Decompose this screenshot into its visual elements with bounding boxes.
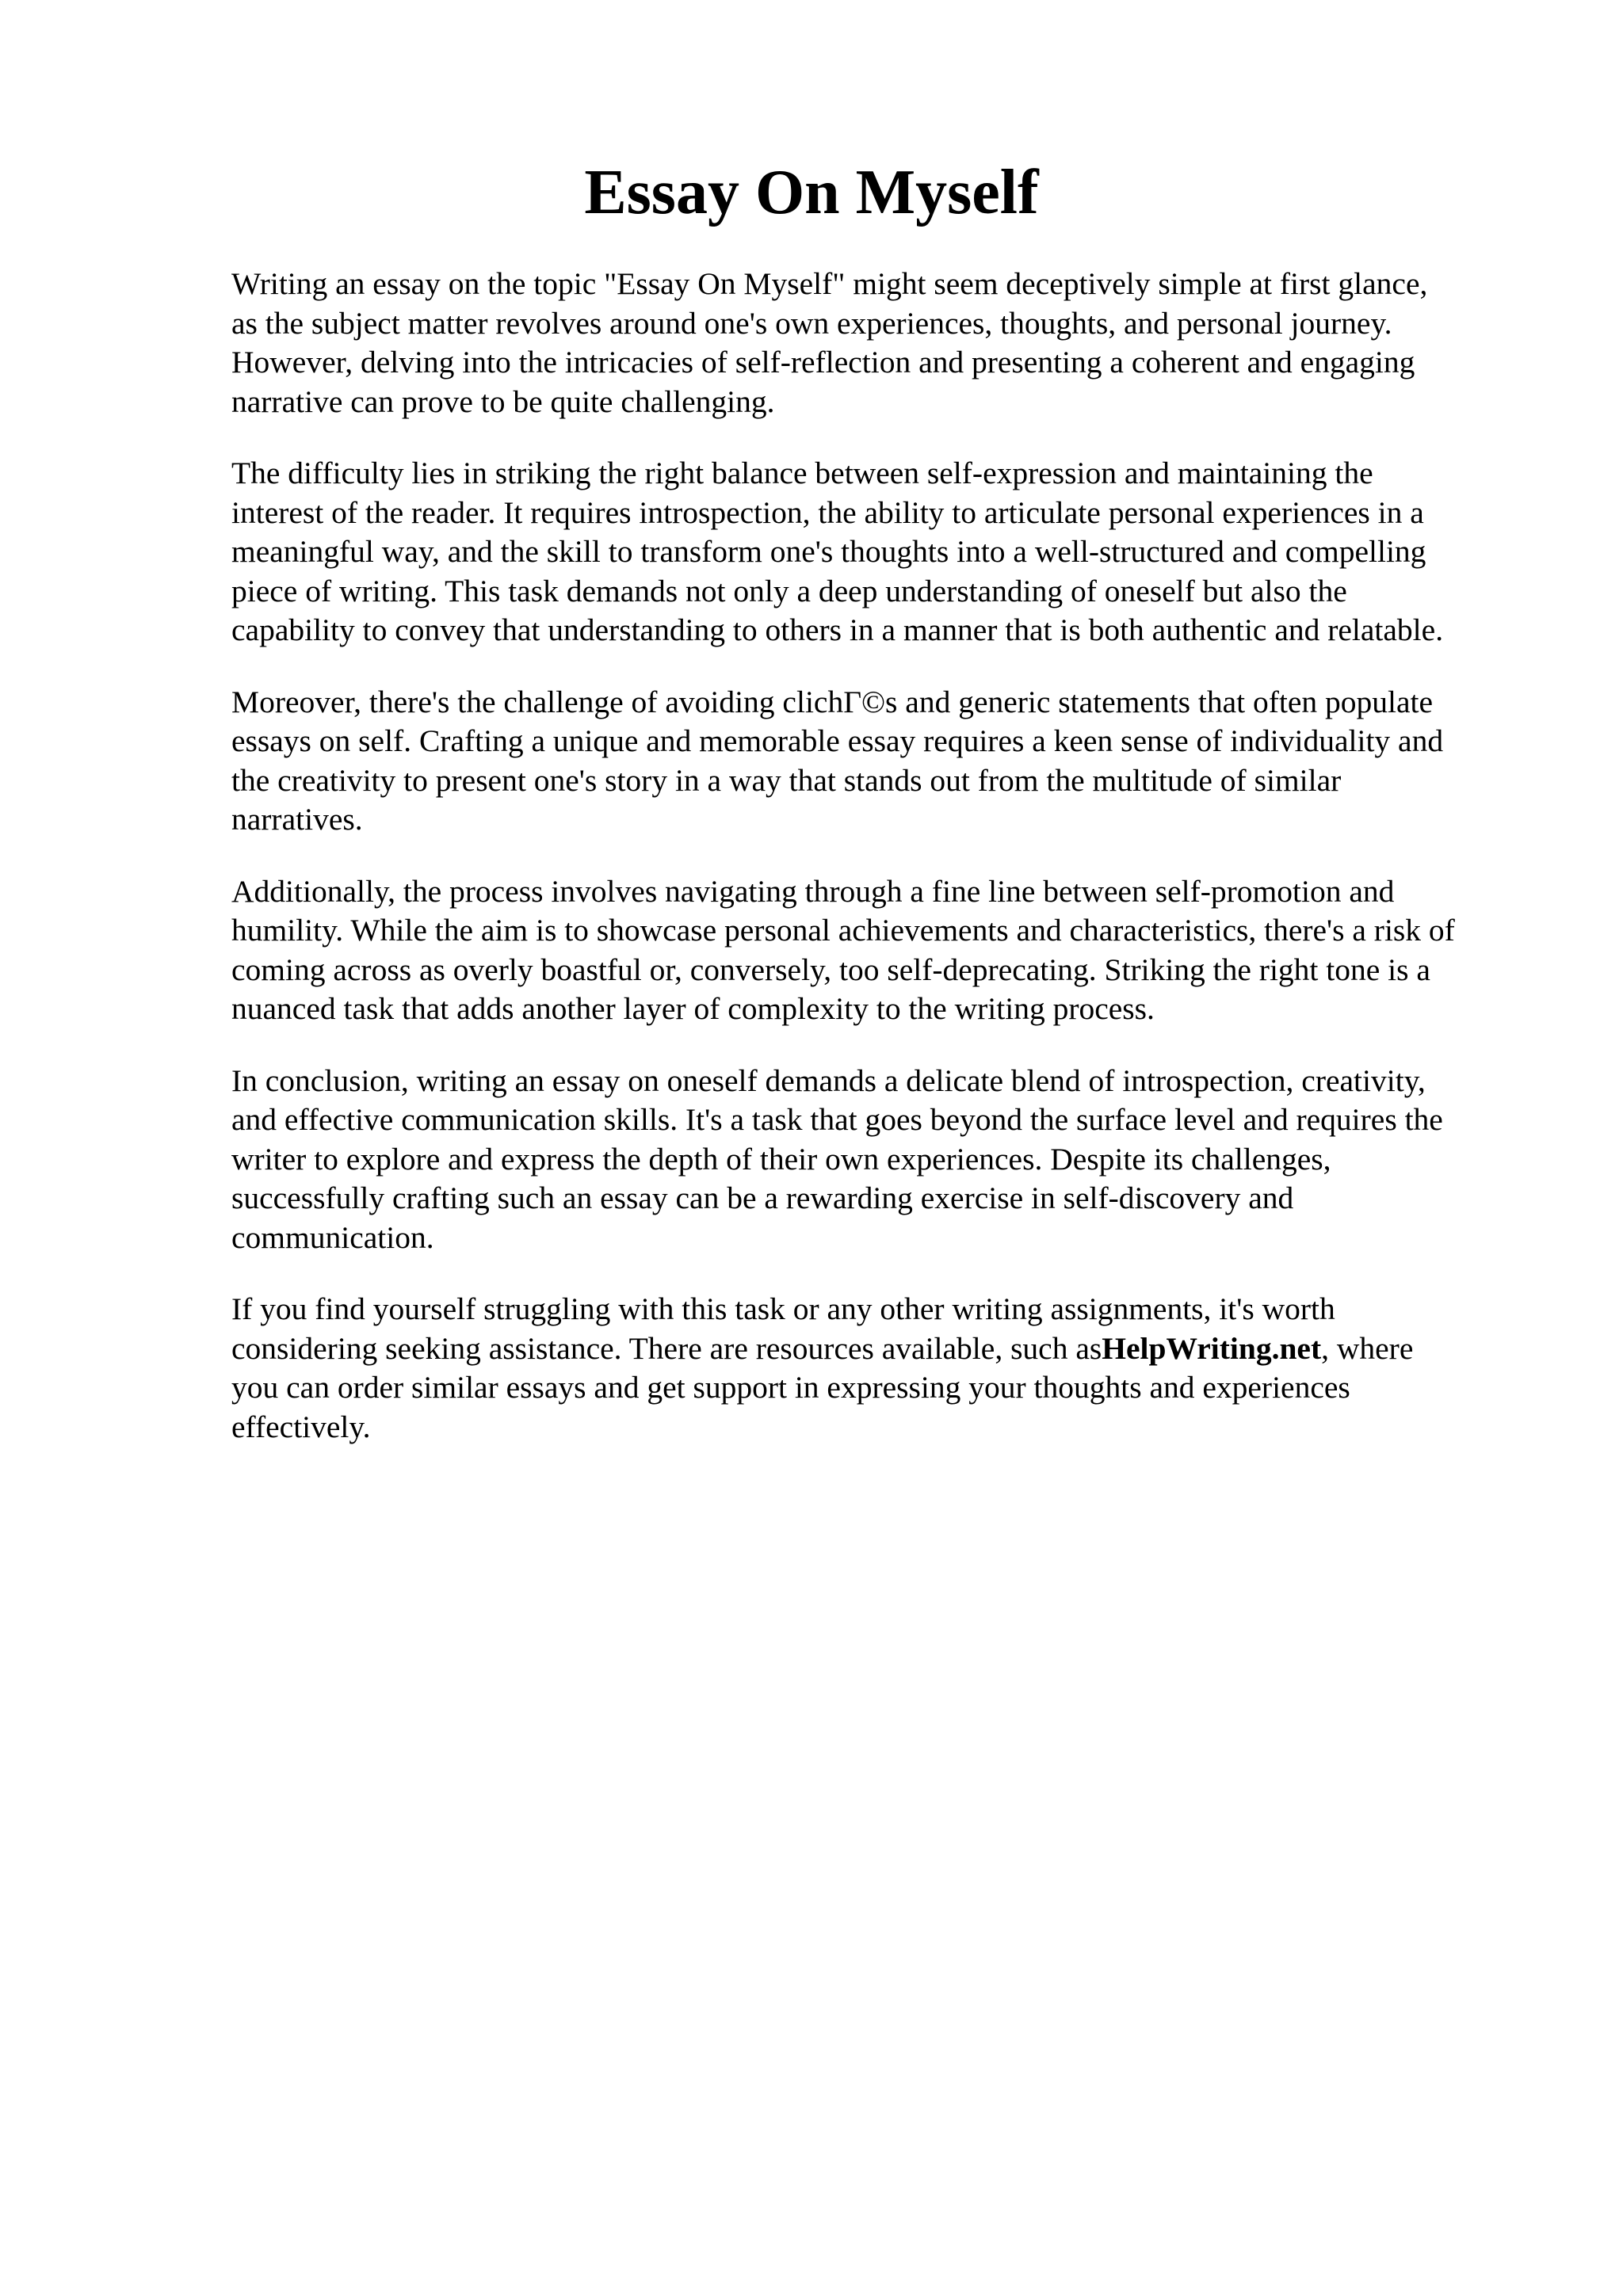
text-line: In conclusion, writing an essay on oneself demands a delicate blend of introspection, creativity,	[231, 1062, 1426, 1098]
text-line: the creativity to present one's story in a way that stands out from the multitude of similar	[231, 762, 1342, 798]
essay-body	[231, 265, 1539, 1479]
text-line: capability to convey that understanding to others in a manner that is both authentic and relatable.	[231, 612, 1444, 647]
text-line: nuanced task that adds another layer of complexity to the writing process.	[231, 991, 1155, 1026]
text-segment: considering seeking assistance. There are resources available, such as	[231, 1330, 1102, 1366]
text-line: The difficulty lies in striking the right balance between self-expression and maintaining the	[231, 456, 1373, 490]
text-segment: , where	[1321, 1330, 1414, 1366]
text-line: humility. While the aim is to showcase personal achievements and characteristics, there's a risk of	[231, 913, 1455, 948]
text-line: as the subject matter revolves around one's own experiences, thoughts, and personal journey.	[231, 305, 1392, 341]
text-line: you can order similar essays and get support in expressing your thoughts and experiences	[231, 1370, 1350, 1405]
text-line: coming across as overly boastful or, conversely, too self-deprecating. Striking the right tone is a	[231, 952, 1430, 987]
text-line: successfully crafting such an essay can be a rewarding exercise in self-discovery and	[231, 1180, 1294, 1215]
paragraph-6	[231, 1290, 1539, 1447]
page-title: Essay On Myself	[584, 158, 1039, 227]
text-line: essays on self. Crafting a unique and memorable essay requires a keen sense of individuality and	[231, 723, 1444, 758]
paragraph-2	[231, 454, 1539, 650]
paragraph-1	[231, 265, 1539, 421]
paragraph-5	[231, 1062, 1539, 1258]
text-line: narrative can prove to be quite challenging.	[231, 383, 775, 419]
text-line: and effective communication skills. It's a task that goes beyond the surface level and requires the	[231, 1102, 1443, 1137]
text-line: meaningful way, and the skill to transform one's thoughts into a well-structured and compelling	[231, 534, 1426, 569]
paragraph-4	[231, 872, 1539, 1029]
text-line: Additionally, the process involves navigating through a fine line between self-promotion and	[231, 873, 1395, 909]
text-line	[231, 1329, 1539, 1369]
text-line: writer to explore and express the depth of their own experiences. Despite its challenges,	[231, 1141, 1331, 1177]
text-line: communication.	[231, 1219, 434, 1255]
text-line: However, delving into the intricacies of self-reflection and presenting a coherent and engaging	[231, 345, 1415, 379]
text-line: effectively.	[231, 1409, 371, 1444]
text-line: piece of writing. This task demands not only a deep understanding of oneself but also the	[231, 573, 1347, 608]
paragraph-3	[231, 683, 1539, 840]
text-line: interest of the reader. It requires introspection, the ability to articulate personal experiences in a	[231, 494, 1424, 530]
text-line: narratives.	[231, 802, 363, 837]
helpwriting-link[interactable]: HelpWriting.net	[1102, 1330, 1322, 1366]
text-line: Writing an essay on the topic "Essay On Myself" might seem deceptively simple at first glance,	[231, 266, 1428, 301]
text-line: If you find yourself struggling with this task or any other writing assignments, it's worth	[231, 1291, 1335, 1326]
text-line: Moreover, there's the challenge of avoiding clichΓ©s and generic statements that often populate	[231, 684, 1434, 719]
